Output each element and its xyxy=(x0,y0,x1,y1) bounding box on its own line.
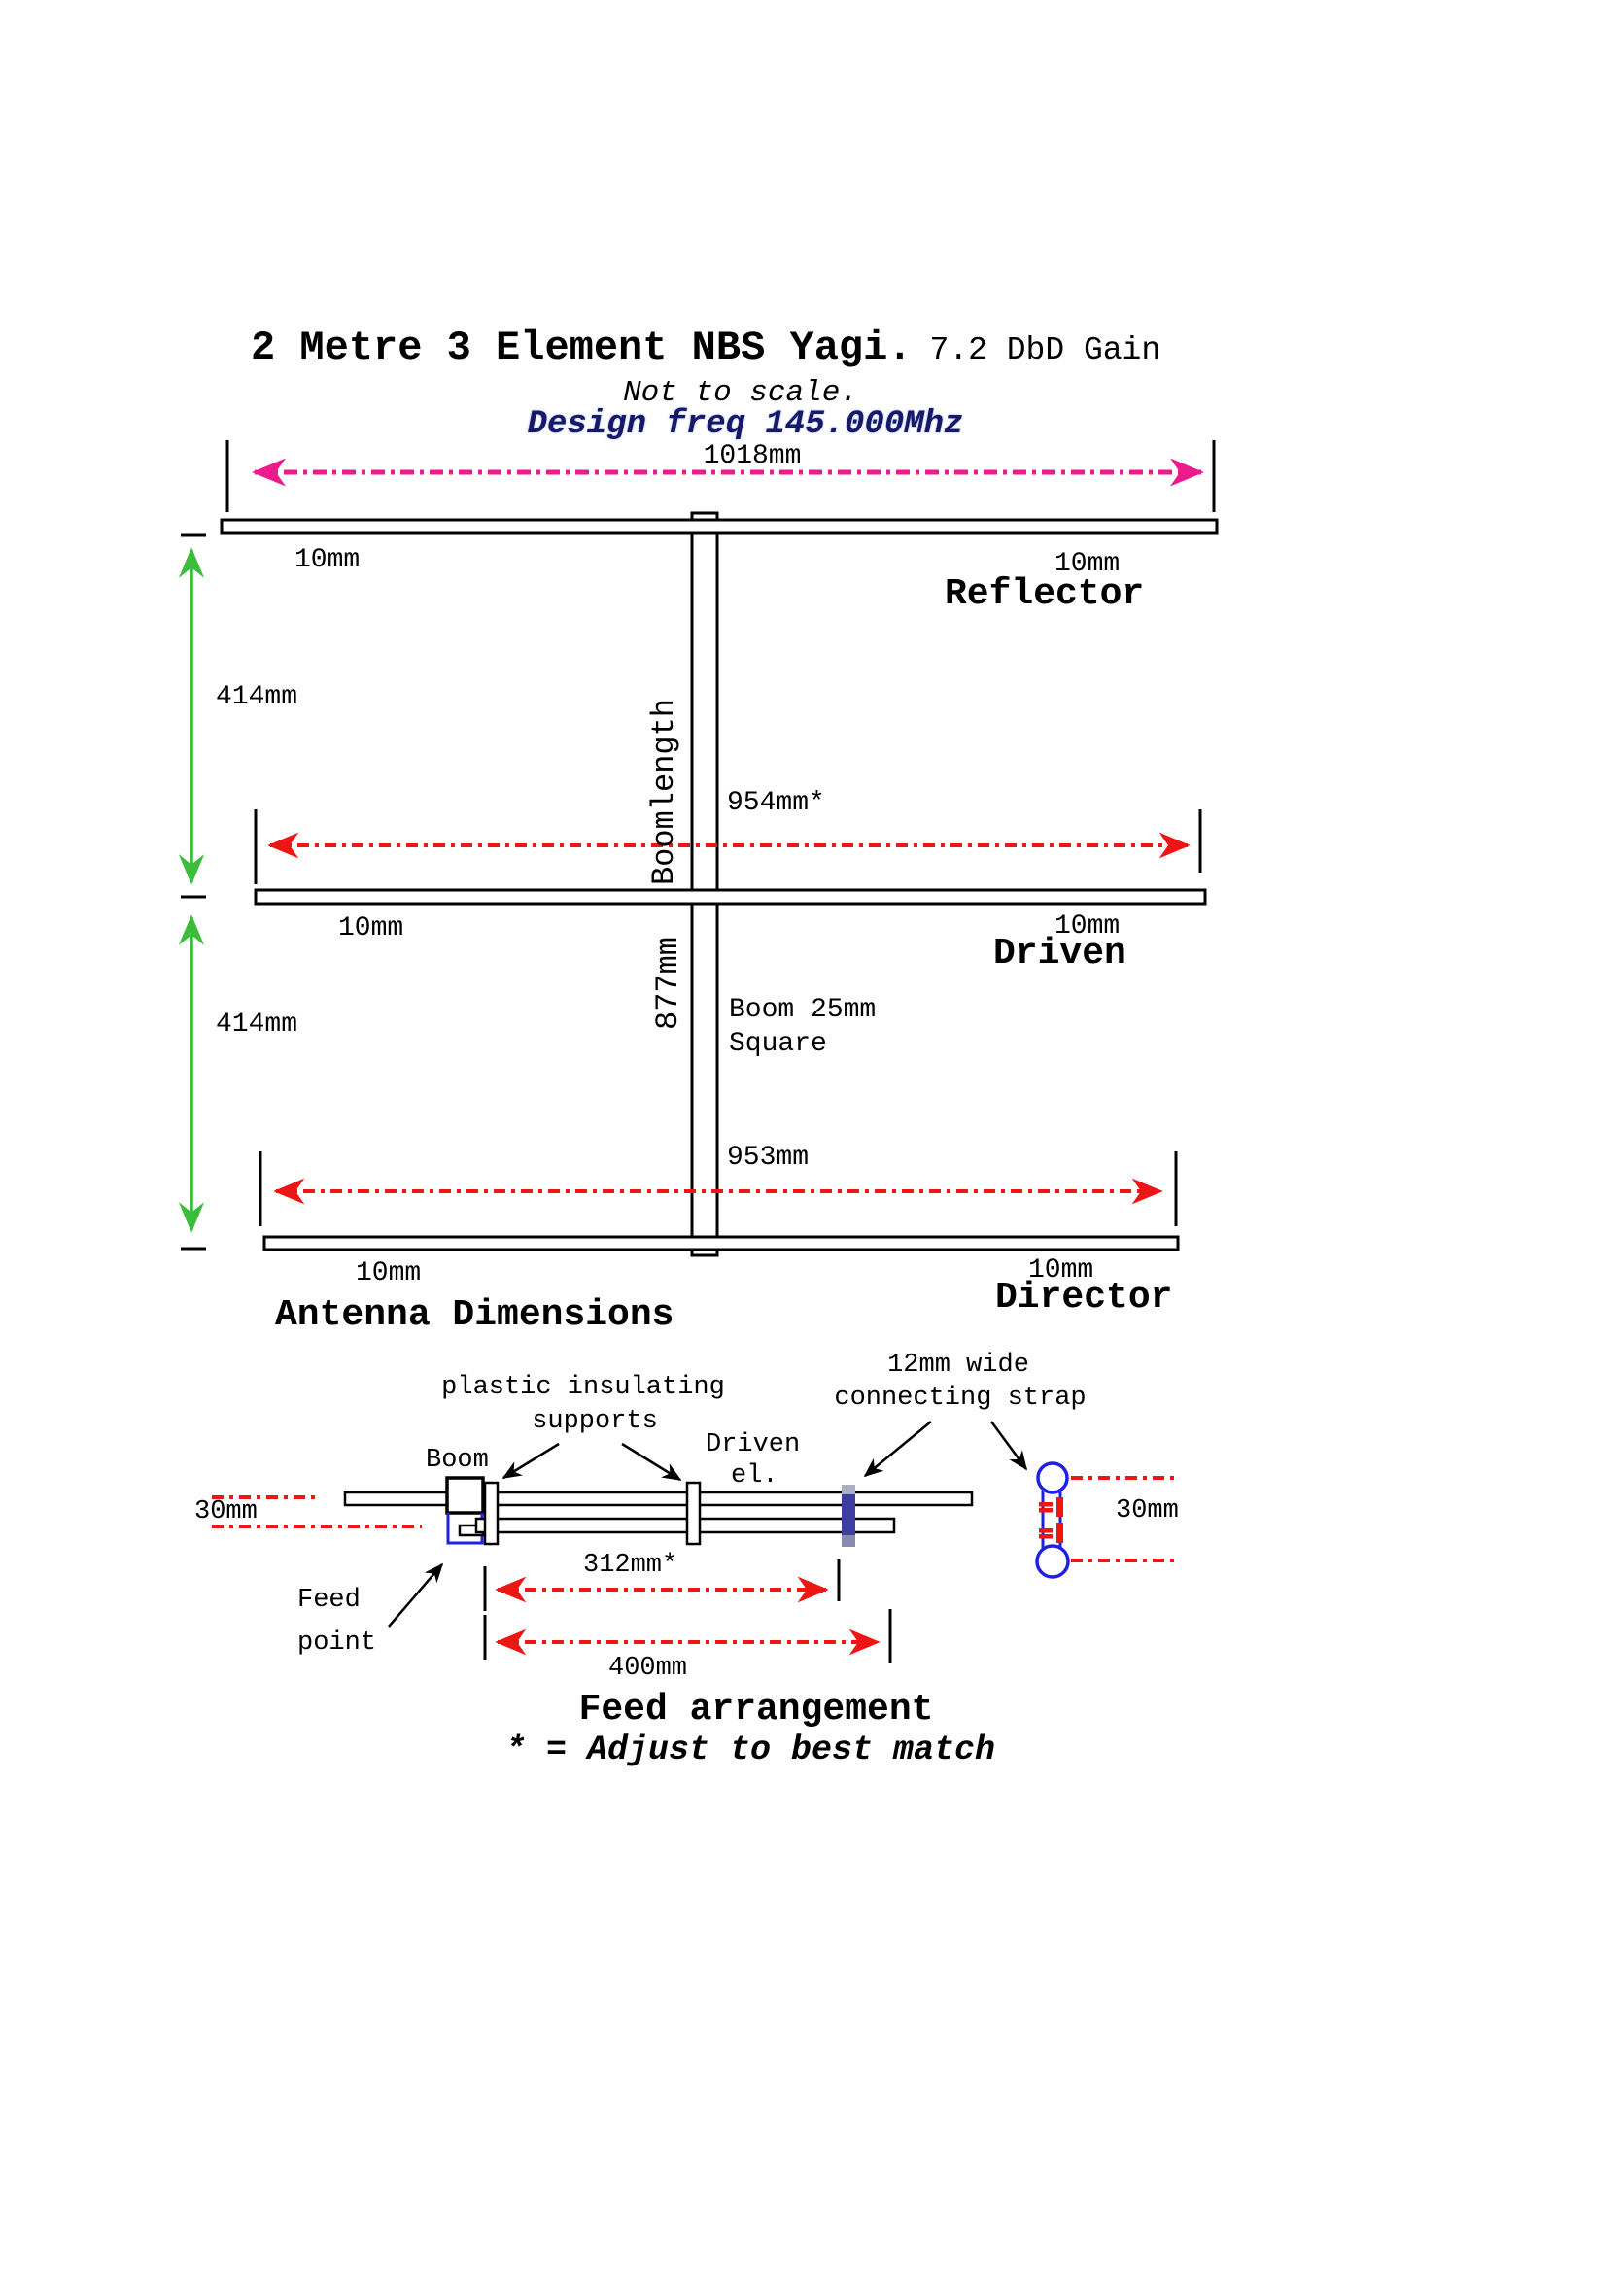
page-title xyxy=(251,326,1160,369)
boomlength-rotated-label: Boomlength xyxy=(646,698,683,886)
strap-label-line2: connecting strap xyxy=(834,1384,1087,1413)
connecting-strap xyxy=(842,1494,855,1535)
feed-driven-top-tube xyxy=(345,1492,972,1505)
gap-right-label: 30mm xyxy=(1116,1496,1179,1525)
boom-note-line2: Square xyxy=(729,1029,827,1059)
reflector-element xyxy=(222,520,1217,533)
reflector-dia-right: 10mm xyxy=(1054,549,1121,579)
gap-left-label: 30mm xyxy=(194,1497,258,1526)
boom-length-label: 877mm xyxy=(650,936,687,1031)
spacing-1-label: 414mm xyxy=(216,682,298,712)
dim-954-label: 954mm* xyxy=(727,788,825,818)
plastic-supports-label-line1: plastic insulating xyxy=(441,1373,725,1402)
feed-point-pointer-arrow xyxy=(389,1564,442,1627)
dim-1018-label: 1018mm xyxy=(703,441,802,471)
plastic-support-left xyxy=(485,1483,498,1544)
feed-point-label-line1: Feed xyxy=(297,1586,361,1615)
support-right-pointer-arrow xyxy=(622,1444,680,1480)
reflector-name: Reflector xyxy=(945,573,1145,615)
director-element xyxy=(264,1237,1178,1250)
not-to-scale-note: Not to scale. xyxy=(623,376,858,410)
driven-name: Driven xyxy=(993,933,1126,975)
feed-driven-label-line2: el. xyxy=(731,1461,778,1491)
adjust-note: * = Adjust to best match xyxy=(504,1731,996,1769)
feed-point-label-line2: point xyxy=(297,1628,377,1658)
plastic-support-right xyxy=(687,1483,700,1544)
plastic-supports-label-line2: supports xyxy=(532,1407,658,1436)
driven-element xyxy=(256,890,1205,904)
endview-tube-bottom xyxy=(1037,1546,1068,1577)
endview-bolt-top-b xyxy=(1039,1508,1053,1513)
director-name: Director xyxy=(995,1277,1173,1319)
endview-bolt-bottom-b xyxy=(1039,1534,1053,1539)
boom-note-line1: Boom 25mm xyxy=(729,995,877,1025)
strap-pointer-arrow xyxy=(865,1422,931,1476)
antenna-dimensions-heading: Antenna Dimensions xyxy=(275,1294,674,1336)
driven-dia-right: 10mm xyxy=(1054,911,1121,942)
feed-arrangement-heading: Feed arrangement xyxy=(578,1689,934,1731)
dim-400-label: 400mm xyxy=(608,1654,688,1683)
design-frequency: Design freq 145.000Mhz xyxy=(527,406,964,443)
endview-strap-upper xyxy=(1056,1497,1063,1517)
endview-bolt-top-a xyxy=(1039,1502,1053,1507)
dim-953-label: 953mm xyxy=(727,1143,810,1173)
driven-dia-left: 10mm xyxy=(338,913,404,943)
support-left-pointer-arrow xyxy=(503,1444,559,1478)
feed-boom-box xyxy=(447,1478,483,1513)
endview-tube-top xyxy=(1038,1463,1067,1492)
connecting-strap-bottom xyxy=(842,1535,855,1547)
feed-driven-label-line1: Driven xyxy=(706,1430,801,1459)
boom xyxy=(692,513,717,1255)
title-text: 2 Metre 3 Element NBS Yagi. xyxy=(251,325,913,371)
feed-lower-tube xyxy=(476,1519,894,1532)
director-dia-right: 10mm xyxy=(1028,1255,1094,1285)
endview-bolt-bottom-a xyxy=(1039,1528,1053,1533)
feed-boom-label: Boom xyxy=(426,1446,489,1475)
connecting-strap-top xyxy=(842,1485,855,1494)
director-dia-left: 10mm xyxy=(356,1258,422,1288)
reflector-dia-left: 10mm xyxy=(294,545,361,575)
strap-endview-pointer-arrow xyxy=(991,1422,1026,1469)
strap-label-line1: 12mm wide xyxy=(887,1351,1029,1380)
gain-text: 7.2 DbD Gain xyxy=(929,332,1161,368)
dim-312-label: 312mm* xyxy=(583,1551,678,1580)
spacing-2-label: 414mm xyxy=(216,1010,298,1040)
endview-strap-lower xyxy=(1056,1523,1063,1543)
